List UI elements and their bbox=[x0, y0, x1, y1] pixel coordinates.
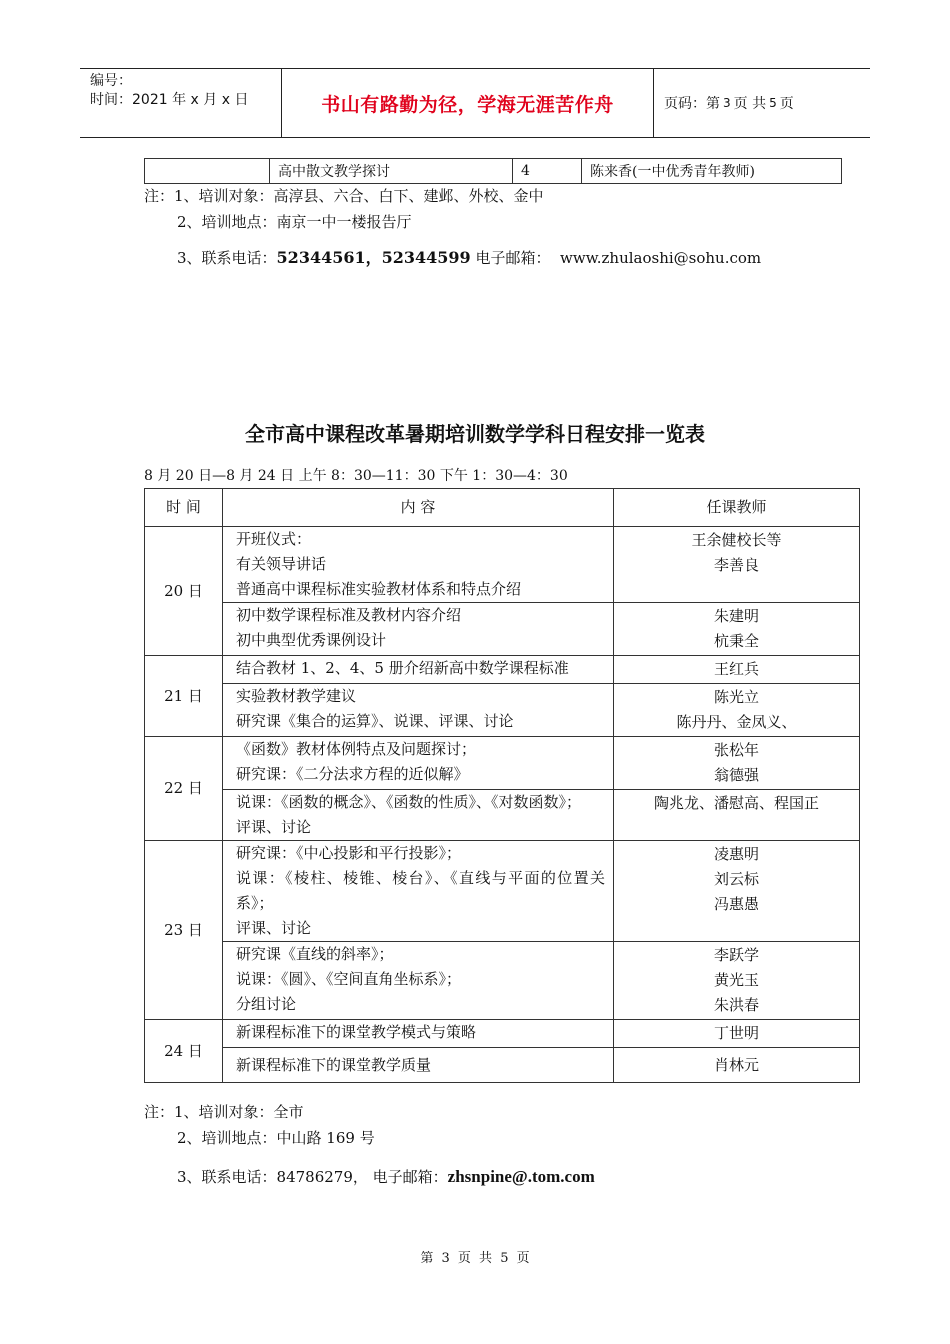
note1-email[interactable]: www.zhulaoshi@sohu.com bbox=[560, 249, 762, 267]
content-line: 有关领导讲话 bbox=[236, 555, 327, 573]
header-time: 时 间 bbox=[145, 489, 223, 527]
teacher-cell bbox=[614, 527, 860, 603]
content-cell bbox=[223, 942, 614, 1020]
table-row bbox=[145, 603, 860, 656]
header-motto: 书山有路勤为径，学海无涯苦作舟 bbox=[282, 69, 654, 137]
header-page-info bbox=[654, 69, 870, 137]
content-line: 研究课《集合的运算》、说课、评课、讨论 bbox=[236, 712, 514, 730]
content-cell bbox=[223, 656, 614, 684]
content-line: 分组讨论 bbox=[236, 995, 297, 1013]
note2-email[interactable]: zhsnpine@.tom.com bbox=[447, 1167, 595, 1186]
header-content: 内 容 bbox=[223, 489, 614, 527]
teacher-cell bbox=[614, 790, 860, 841]
note1-line3 bbox=[177, 248, 761, 268]
day-cell: 22 日 bbox=[145, 737, 223, 841]
table-header-row bbox=[145, 489, 860, 527]
note1-line2: 2、培训地点：南京一中一楼报告厅 bbox=[177, 213, 412, 231]
teacher-name: 杭秉全 bbox=[713, 632, 759, 650]
teacher-name: 王红兵 bbox=[713, 660, 759, 678]
content-cell bbox=[223, 684, 614, 737]
teacher-name: 黄光玉 bbox=[713, 971, 759, 989]
content-line: 开班仪式： bbox=[236, 530, 312, 548]
content-line: 结合教材 1、2、4、5 册介绍新高中数学课程标准 bbox=[236, 659, 569, 677]
table-row bbox=[145, 1020, 860, 1048]
teacher-name: 陈丹丹、金凤义、 bbox=[676, 713, 797, 731]
table-row bbox=[145, 790, 860, 841]
header-teacher: 任课教师 bbox=[614, 489, 860, 527]
content-line: 新课程标准下的课堂教学模式与策略 bbox=[236, 1023, 477, 1041]
teacher-name: 冯惠愚 bbox=[713, 895, 759, 913]
table-cell: 陈来香(一中优秀青年教师) bbox=[582, 159, 842, 184]
page-footer: 第 3 页 共 5 页 bbox=[420, 1251, 530, 1266]
teacher-name: 朱建明 bbox=[713, 607, 759, 625]
table-row bbox=[145, 1048, 860, 1083]
day-cell: 23 日 bbox=[145, 841, 223, 1020]
page-suffix: 页 bbox=[779, 96, 794, 112]
teacher-name: 丁世明 bbox=[713, 1024, 759, 1042]
note2-line2: 2、培训地点：中山路 169 号 bbox=[177, 1129, 375, 1147]
teacher-name: 张松年 bbox=[713, 741, 759, 759]
note1-phone-label: 3、联系电话： bbox=[177, 249, 277, 267]
teacher-name: 肖林元 bbox=[713, 1055, 759, 1074]
content-line: 初中典型优秀课例设计 bbox=[236, 631, 387, 649]
note1-phones: 52344561，52344599 bbox=[276, 248, 471, 267]
teacher-cell bbox=[614, 841, 860, 942]
teacher-cell bbox=[614, 1048, 860, 1083]
page-title: 全市高中课程改革暑期培训数学学科日程安排一览表 bbox=[245, 422, 705, 446]
page-header bbox=[80, 68, 870, 138]
content-line: 新课程标准下的课堂教学质量 bbox=[236, 1055, 432, 1074]
table-cell: 高中散文教学探讨 bbox=[270, 159, 513, 184]
table-row bbox=[145, 159, 842, 184]
teacher-name: 翁德强 bbox=[713, 766, 759, 784]
page-mid: 页 共 bbox=[733, 96, 767, 112]
note2-contact-label: 3、联系电话：84786279， 电子邮箱： bbox=[177, 1168, 448, 1186]
table-row bbox=[145, 684, 860, 737]
teacher-cell bbox=[614, 737, 860, 790]
teacher-name: 王余健校长等 bbox=[691, 531, 782, 549]
table-row bbox=[145, 737, 860, 790]
content-cell bbox=[223, 790, 614, 841]
content-line: 说课：《圆》、《空间直角坐标系》； bbox=[236, 970, 462, 988]
note2-line1: 注：1、培训对象：全市 bbox=[144, 1103, 304, 1121]
content-line: 研究课：《二分法求方程的近似解》 bbox=[236, 765, 469, 783]
table-row bbox=[145, 656, 860, 684]
content-line: 《函数》教材体例特点及问题探讨； bbox=[236, 740, 477, 758]
content-line: 研究课：《中心投影和平行投影》； bbox=[236, 844, 462, 862]
teacher-name: 朱洪春 bbox=[713, 996, 759, 1014]
content-cell bbox=[223, 841, 614, 942]
doc-number-label: 编号： bbox=[90, 73, 132, 89]
content-line: 普通高中课程标准实验教材体系和特点介绍 bbox=[236, 580, 522, 598]
teacher-cell bbox=[614, 942, 860, 1020]
teacher-name: 陈光立 bbox=[713, 688, 759, 706]
schedule-line: 8 月 20 日—8 月 24 日 上午 8：30—11：30 下午 1：30—4：30 bbox=[144, 468, 568, 484]
content-line: 说课：《棱柱、棱锥、棱台》、《直线与平面的位置关系》； bbox=[236, 869, 605, 912]
table-cell: 4 bbox=[513, 159, 582, 184]
note1-email-label: 电子邮箱： bbox=[470, 249, 551, 267]
content-cell bbox=[223, 1020, 614, 1048]
content-cell bbox=[223, 1048, 614, 1083]
page-total: 5 bbox=[769, 96, 777, 110]
content-cell bbox=[223, 737, 614, 790]
teacher-name: 李跃学 bbox=[713, 946, 759, 964]
table-row bbox=[145, 942, 860, 1020]
content-line: 实验教材教学建议 bbox=[236, 687, 357, 705]
continued-table bbox=[144, 158, 842, 184]
table-row bbox=[145, 841, 860, 942]
table-cell bbox=[145, 159, 270, 184]
content-line: 评课、讨论 bbox=[236, 919, 312, 937]
table-row bbox=[145, 527, 860, 603]
page-current: 3 bbox=[723, 96, 731, 110]
day-cell: 21 日 bbox=[145, 656, 223, 737]
teacher-cell bbox=[614, 684, 860, 737]
teacher-name: 李善良 bbox=[713, 556, 759, 574]
page-prefix: 页码：第 bbox=[664, 96, 720, 112]
day-cell: 24 日 bbox=[145, 1020, 223, 1083]
teacher-cell bbox=[614, 603, 860, 656]
teacher-name: 刘云标 bbox=[713, 870, 759, 888]
content-cell bbox=[223, 527, 614, 603]
schedule-table bbox=[144, 488, 860, 1083]
day-cell: 20 日 bbox=[145, 527, 223, 656]
teacher-name: 陶兆龙、潘慰高、程国正 bbox=[653, 794, 819, 812]
teacher-cell bbox=[614, 1020, 860, 1048]
teacher-name: 凌惠明 bbox=[713, 845, 759, 863]
teacher-cell bbox=[614, 656, 860, 684]
content-line: 研究课《直线的斜率》； bbox=[236, 945, 394, 963]
content-line: 说课：《函数的概念》、《函数的性质》、《对数函数》； bbox=[236, 793, 582, 811]
content-cell bbox=[223, 603, 614, 656]
content-line: 初中数学课程标准及教材内容介绍 bbox=[236, 606, 462, 624]
doc-time-label: 时间：2021 年 x 月 x 日 bbox=[90, 92, 249, 108]
note1-line1: 注：1、培训对象：高淳县、六合、白下、建邺、外校、金中 bbox=[144, 187, 544, 205]
content-line: 评课、讨论 bbox=[236, 818, 312, 836]
note2-line3 bbox=[177, 1167, 595, 1187]
header-meta bbox=[80, 69, 282, 137]
